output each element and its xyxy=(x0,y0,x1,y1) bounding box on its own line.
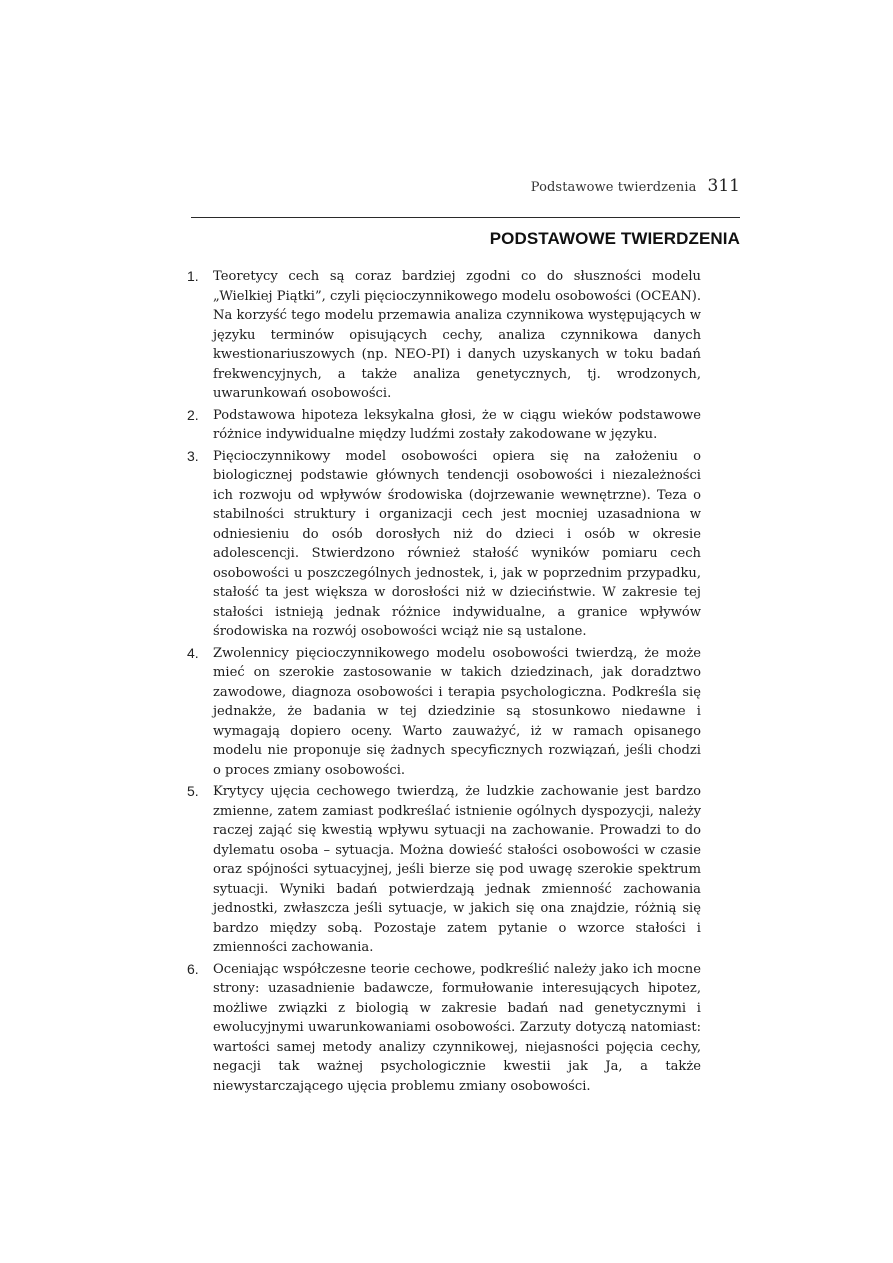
item-text: Podstawowa hipoteza leksykalna głosi, że w ciągu wieków podstawowe różnice indywidualne między ludźmi zostały zakodowane w języku. xyxy=(213,407,701,442)
list-item xyxy=(187,782,701,958)
item-text: Zwolennicy pięcioczynnikowego modelu osobowości twierdzą, że może mieć on szerokie zastosowanie w takich dziedzinach, jak doradztwo zawodowe, diagnoza osobowości i terapia psychologiczna. Podkreśla się jednakże, że badania w tej dziedzinie są stosunkowo niedawne i wymagają dopiero oceny. Warto zauważyć, iż w ramach opisanego modelu nie proponuje się żadnych specyficznych rozwiązań, jeśli chodzi o proces zmiany osobowości. xyxy=(213,645,701,778)
list-item xyxy=(187,406,701,445)
item-number: 2. xyxy=(187,406,199,423)
section-heading: PODSTAWOWE TWIERDZENIA xyxy=(489,229,740,248)
list-item xyxy=(187,960,701,1097)
running-title: Podstawowe twierdzenia xyxy=(530,180,697,195)
item-number: 3. xyxy=(187,447,199,464)
item-number: 6. xyxy=(187,960,199,977)
item-number: 1. xyxy=(187,268,199,284)
list-item xyxy=(187,447,701,642)
running-head xyxy=(150,176,740,196)
item-text: Oceniając współczesne teorie cechowe, podkreślić należy jako ich mocne strony: uzasadnienie badawcze, formułowanie interesujących hipotez, możliwe związki z biologią w zakresie badań nad genetycznymi i ewolucyjnymi uwarunkowaniami osobowości. Zarzuty dotyczą natomiast: wartości samej metody analizy czynnikowej, niejasności pojęcia cechy, negacji tak ważnej psychologicznie kwestii jak Ja, a także niewystarczającego ujęcia problemu zmiany osobowości. xyxy=(213,961,701,1094)
item-text: Pięcioczynnikowy model osobowości opiera się na założeniu o biologicznej podstawie głównych tendencji osobowości i niezależności ich rozwoju od wpływów środowiska (dojrzewanie wewnętrzne). Teza o stabilności struktury i organizacji cech jest mocniej uzasadniona w odniesieniu do osób dorosłych niż do dzieci i osób w okresie adolescencji. Stwierdzono również stałość wyników pomiaru cech osobowości u poszczególnych jednostek, i, jak w poprzednim przypadku, stałość ta jest większa w dorosłości niż w dzieciństwie. W zakresie tej stałości istnieją jednak różnice indywidualne, a granice wpływów środowiska na rozwój osobowości wciąż nie są ustalone. xyxy=(213,448,701,639)
list-item xyxy=(187,267,701,404)
list-item xyxy=(187,644,701,781)
item-text: Teoretycy cech są coraz bardziej zgodni co do słuszności modelu „Wielkiej Piątki”, czyli pięcioczynnikowego modelu osobowości (OCEAN). Na korzyść tego modelu przemawia analiza czynnikowa występujących w języku terminów opisujących cechy, analiza czynnikowa danych kwestionariuszowych (np. NEO-PI) i danych uzyskanych w toku badań frekwencyjnych, a także analiza genetycznych, tj. wrodzonych, uwarunkowań osobowości. xyxy=(213,269,701,401)
page-number: 311 xyxy=(707,176,740,196)
item-number: 4. xyxy=(187,644,199,661)
item-text: Krytycy ujęcia cechowego twierdzą, że ludzkie zachowanie jest bardzo zmienne, zatem zamiast podkreślać istnienie ogólnych dyspozycji, należy raczej zająć się kwestią wpływu sytuacji na zachowanie. Prowadzi to do dylematu osoba – sytuacja. Można dowieść stałości osobowości w czasie oraz spójności sytuacyjnej, jeśli bierze się pod uwagę szerokie spektrum sytuacji. Wyniki badań potwierdzają jednak zmienność zachowania jednostki, zwłaszcza jeśli sytuacje, w jakich się ona znajdzie, różnią się bardzo między sobą. Pozostaje zatem pytanie o wzorce stałości i zmienności zachowania. xyxy=(213,784,701,955)
key-points-list xyxy=(187,267,701,1098)
header-rule xyxy=(191,217,740,218)
item-number: 5. xyxy=(187,783,199,799)
